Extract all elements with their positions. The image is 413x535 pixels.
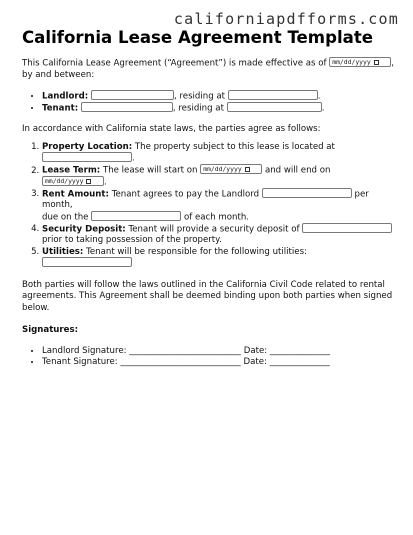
terms-list — [22, 142, 394, 270]
list-item — [42, 224, 394, 247]
date-placeholder: mm/dd/yyyy — [45, 176, 84, 185]
signatures-list — [22, 346, 394, 368]
parties-list — [22, 91, 394, 115]
due-on-text: due on the — [42, 212, 89, 223]
each-month-text: of each month. — [183, 212, 250, 223]
tenant-address-input[interactable] — [227, 102, 322, 112]
period: . — [321, 103, 325, 113]
calendar-icon — [245, 167, 250, 172]
deposit-prior-text: prior to taking possession of the property. — [42, 235, 222, 246]
page-title: California Lease Agreement Template — [22, 28, 374, 47]
list-item — [42, 142, 394, 165]
calendar-icon — [374, 60, 379, 65]
residing-text: , residing at — [173, 91, 226, 101]
lease-term-text: The lease will start on — [102, 165, 198, 176]
residing-text: , residing at — [172, 103, 224, 113]
utilities-text: Tenant will be responsible for the following utilities: — [86, 246, 307, 257]
utilities-input[interactable] — [42, 257, 132, 267]
rent-amount-input[interactable] — [262, 188, 352, 198]
property-address-input[interactable] — [42, 152, 132, 162]
lease-term-label: Lease Term: — [42, 165, 101, 176]
security-deposit-label: Security Deposit: — [42, 224, 126, 235]
rent-amount-label: Rent Amount: — [42, 189, 109, 200]
tenant-signature-line: • Tenant Signature: ____________________________ Date: ______________ — [42, 357, 394, 368]
landlord-address-input[interactable] — [228, 90, 318, 100]
document — [22, 27, 394, 367]
property-label: Property Location: — [42, 142, 133, 152]
landlord-name-input[interactable] — [91, 90, 174, 100]
deposit-text: Tenant will provide a security deposit of — [128, 224, 300, 235]
landlord-signature-line: • Landlord Signature: __________________________ Date: ______________ — [42, 346, 394, 357]
signatures-heading: Signatures: — [22, 325, 79, 336]
tenant-name-input[interactable] — [81, 102, 173, 112]
intro-text-end: , by and between: — [22, 58, 394, 80]
tenant-label: Tenant: — [42, 103, 79, 113]
period: . — [317, 91, 321, 101]
list-item — [42, 247, 394, 270]
list-item — [42, 91, 394, 103]
landlord-label: Landlord: — [42, 91, 89, 101]
lease-end-date-input[interactable] — [42, 176, 104, 186]
list-item — [42, 103, 394, 115]
date-placeholder: mm/dd/yyyy — [203, 165, 242, 174]
utilities-label: Utilities: — [42, 246, 84, 257]
watermark: californiapdfforms.com — [173, 10, 399, 28]
per-month-text: per month, — [42, 189, 369, 211]
property-text: The property subject to this lease is located at — [134, 142, 335, 152]
accordance-text: In accordance with California state laws, the parties agree as follows: — [22, 123, 321, 134]
rent-due-day-input[interactable] — [91, 211, 181, 221]
list-item — [42, 165, 394, 189]
period: . — [104, 177, 107, 188]
closing-paragraph: Both parties will follow the laws outlined in the California Civil Code related to rental agreements. This Agreement shall be deemed binding upon both parties when signed below. — [22, 279, 393, 313]
list-item — [42, 189, 394, 224]
intro-paragraph — [22, 58, 394, 82]
date-placeholder: mm/dd/yyyy — [332, 58, 371, 66]
rent-text: Tenant agrees to pay the Landlord — [111, 189, 260, 200]
security-deposit-input[interactable] — [302, 223, 392, 233]
lease-end-text: and will end on — [264, 165, 331, 176]
lease-start-date-input[interactable] — [200, 164, 262, 174]
calendar-icon — [86, 179, 91, 184]
period: . — [132, 153, 135, 164]
effective-date-input[interactable] — [329, 57, 391, 67]
intro-text: This California Lease Agreement (“Agreement”) is made effective as of — [22, 58, 327, 69]
